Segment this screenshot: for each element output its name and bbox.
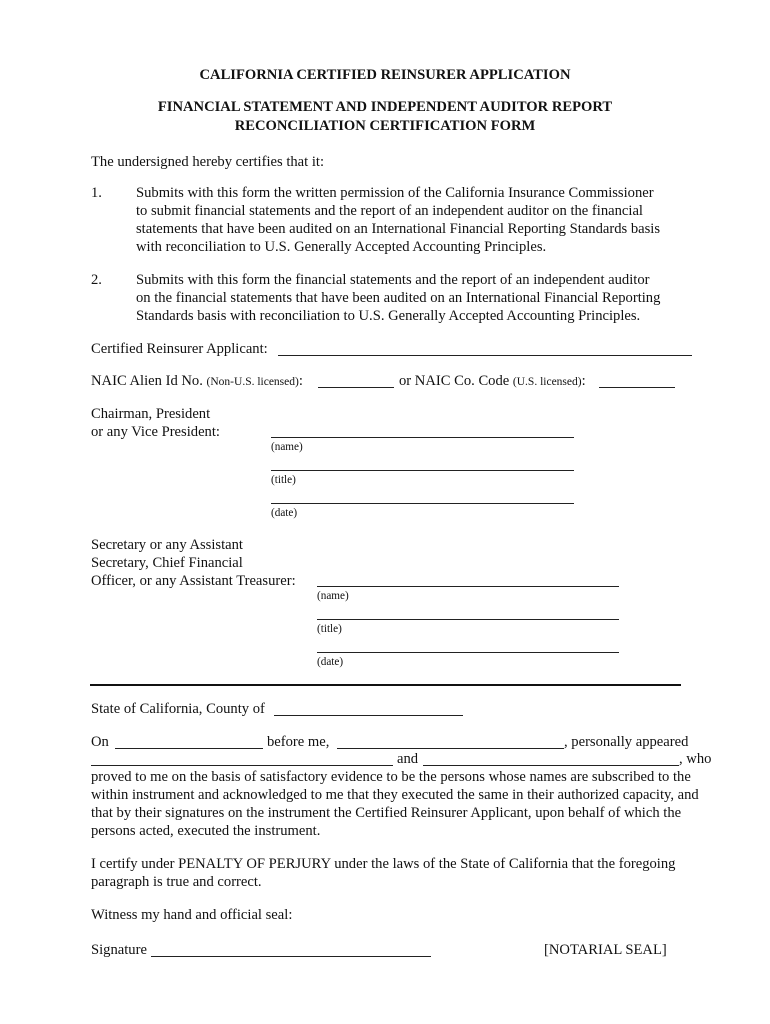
chairman-date-caption: (date) [271, 507, 298, 519]
chairman-date-field[interactable] [271, 503, 574, 504]
notary-body-line-1: proved to me on the basis of satisfactory evidence to be the persons whose names are subscribed to the [91, 769, 691, 785]
item-1-number: 1. [91, 185, 102, 201]
section-divider [90, 684, 681, 686]
notary-body-line-2: within instrument and acknowledged to me that they executed the same in their authorized capacity, and [91, 787, 699, 803]
notary-person2-field[interactable] [423, 765, 679, 766]
chairman-name-caption: (name) [271, 441, 303, 453]
chairman-label-line1: Chairman, President [91, 406, 211, 422]
county-field[interactable] [274, 715, 463, 716]
notary-body-line-3: that by their signatures on the instrument the Certified Reinsurer Applicant, upon behalf of which the [91, 805, 682, 821]
notary-person1-field[interactable] [91, 765, 393, 766]
form-subtitle-line1: FINANCIAL STATEMENT AND INDEPENDENT AUDITOR REPORT [157, 99, 613, 115]
naic-code-note: (U.S. licensed) [512, 376, 582, 388]
secretary-title-caption: (title) [317, 623, 342, 635]
signature-field[interactable] [151, 956, 431, 957]
intro-text: The undersigned hereby certifies that it: [91, 154, 325, 170]
form-title: CALIFORNIA CERTIFIED REINSURER APPLICATION [199, 67, 571, 83]
notary-date-field[interactable] [115, 748, 263, 749]
secretary-name-field[interactable] [317, 586, 619, 587]
witness-text: Witness my hand and official seal: [91, 907, 293, 923]
chairman-label-line2: or any Vice President: [91, 424, 220, 440]
secretary-label-line1: Secretary or any Assistant [91, 537, 243, 553]
secretary-label-line2: Secretary, Chief Financial [91, 555, 243, 571]
naic-code-group [399, 372, 586, 391]
item-1-line-1: Submits with this form the written permission of the California Insurance Commissioner [136, 185, 654, 201]
notary-on-label: On [91, 734, 109, 750]
item-2-line-3: Standards basis with reconciliation to U.S. Generally Accepted Accounting Principles. [136, 308, 641, 324]
item-2-line-2: on the financial statements that have been audited on an International Financial Reporting [136, 290, 661, 306]
form-subtitle-line2: RECONCILIATION CERTIFICATION FORM [234, 118, 536, 134]
chairman-title-field[interactable] [271, 470, 574, 471]
applicant-field[interactable] [278, 355, 692, 356]
chairman-title-caption: (title) [271, 474, 296, 486]
naic-alien-id-field[interactable] [318, 387, 394, 388]
chairman-name-field[interactable] [271, 437, 574, 438]
state-county-label: State of California, County of [91, 701, 265, 717]
naic-code-colon: : [581, 373, 586, 389]
notary-personally-appeared: , personally appeared [564, 734, 689, 750]
notary-who-label: , who [679, 751, 712, 767]
naic-co-code-field[interactable] [599, 387, 675, 388]
naic-alien-colon: : [298, 373, 303, 389]
signature-label: Signature [91, 942, 147, 958]
applicant-label: Certified Reinsurer Applicant: [91, 341, 268, 357]
notary-officer-field[interactable] [337, 748, 564, 749]
secretary-date-caption: (date) [317, 656, 344, 668]
item-1-line-3: statements that have been audited on an International Financial Reporting Standards basis [136, 221, 661, 237]
secretary-title-field[interactable] [317, 619, 619, 620]
secretary-label-line3: Officer, or any Assistant Treasurer: [91, 573, 296, 589]
notary-body-line-4: persons acted, executed the instrument. [91, 823, 321, 839]
item-2-line-1: Submits with this form the financial statements and the report of an independent auditor [136, 272, 650, 288]
perjury-line-2: paragraph is true and correct. [91, 874, 262, 890]
item-2-number: 2. [91, 272, 102, 288]
naic-alien-note: (Non-U.S. licensed) [206, 376, 299, 388]
notary-and-label: and [397, 751, 419, 767]
secretary-name-caption: (name) [317, 590, 349, 602]
naic-line [91, 372, 303, 391]
notarial-seal-label: [NOTARIAL SEAL] [544, 942, 667, 958]
perjury-line-1: I certify under PENALTY OF PERJURY under the laws of the State of California that the foregoing [91, 856, 676, 872]
naic-alien-label: NAIC Alien Id No. [91, 373, 203, 389]
item-1-line-4: with reconciliation to U.S. Generally Accepted Accounting Principles. [136, 239, 547, 255]
naic-or-label: or NAIC Co. Code [399, 373, 510, 389]
notary-before-me-label: before me, [267, 734, 330, 750]
secretary-date-field[interactable] [317, 652, 619, 653]
item-1-line-2: to submit financial statements and the report of an independent auditor on the financial [136, 203, 643, 219]
